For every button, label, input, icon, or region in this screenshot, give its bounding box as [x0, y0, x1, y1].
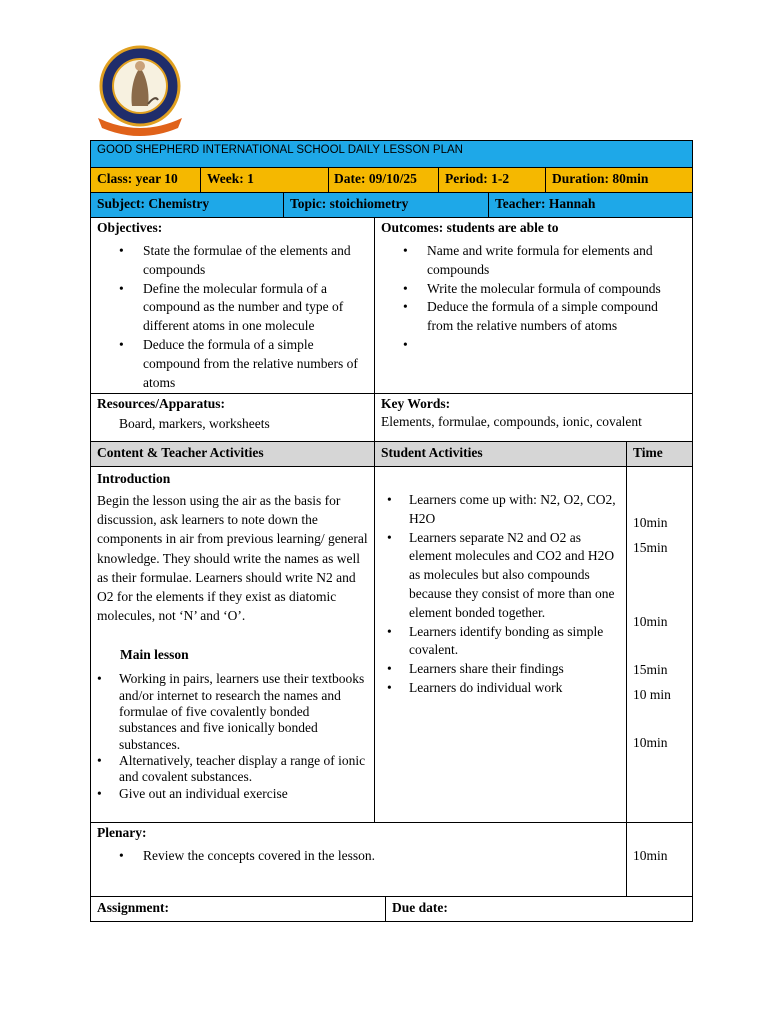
- resources-cell: [91, 394, 374, 441]
- keywords-text: Elements, formulae, compounds, ionic, covalent: [381, 414, 642, 429]
- list-item: • Deduce the formula of a simple compound from the relative numbers of atoms: [97, 336, 368, 392]
- objectives-row: [90, 218, 693, 394]
- time-value: 10min: [633, 848, 668, 863]
- week-label: Week: 1: [200, 168, 328, 192]
- content-header: Content & Teacher Activities: [97, 445, 264, 460]
- main-lesson-heading: Main lesson: [120, 647, 189, 663]
- outcomes-heading: Outcomes: students are able to: [381, 220, 559, 235]
- subject-row: [90, 193, 693, 218]
- teacher-activities-cell: [91, 467, 374, 822]
- keywords-heading: Key Words:: [381, 396, 451, 411]
- list-item: • Define the molecular formula of a compound as the number and type of different atoms in one molecule: [97, 280, 368, 336]
- title-row: [90, 140, 693, 168]
- list-item: • Write the molecular formula of compounds: [381, 280, 686, 299]
- teacher-label: Teacher: Hannah: [488, 193, 692, 217]
- list-item: • Learners do individual work: [381, 679, 620, 698]
- duration-label: Duration: 80min: [545, 168, 692, 192]
- time-value: 10min: [633, 515, 668, 530]
- list-item: • Learners identify bonding as simple covalent.: [381, 623, 620, 661]
- list-item: • Learners come up with: N2, O2, CO2, H2O: [381, 491, 620, 529]
- activities-row: [90, 467, 693, 823]
- keywords-cell: [374, 394, 692, 441]
- list-item: [381, 336, 686, 355]
- list-item: • State the formulae of the elements and compounds: [97, 242, 368, 280]
- resources-text: Board, markers, worksheets: [119, 416, 270, 431]
- outcomes-list: [381, 242, 686, 355]
- subject-label: Subject: Chemistry: [97, 196, 210, 211]
- date-cell: [328, 168, 438, 192]
- due-date-label: Due date:: [385, 897, 692, 921]
- plenary-heading: Plenary:: [97, 825, 147, 840]
- list-item: • Name and write formula for elements and compounds: [381, 242, 686, 280]
- student-activities-list: [381, 491, 620, 698]
- student-activities-cell: [374, 467, 626, 822]
- class-row: [90, 168, 693, 193]
- assignment-row: [90, 897, 693, 922]
- time-value: 15min: [633, 540, 668, 555]
- time-cell: [626, 467, 692, 822]
- plenary-time-cell: [626, 823, 692, 896]
- objectives-heading: Objectives:: [97, 220, 163, 235]
- school-logo: [92, 44, 188, 138]
- plenary-row: [90, 823, 693, 897]
- plenary-list: [97, 847, 620, 866]
- list-item: • Review the concepts covered in the lesson.: [97, 847, 620, 866]
- plenary-cell: [91, 823, 626, 896]
- introduction-heading: Introduction: [97, 471, 171, 486]
- student-header: Student Activities: [374, 442, 626, 466]
- resources-heading: Resources/Apparatus:: [97, 396, 225, 411]
- lesson-plan-table: [90, 140, 693, 922]
- date-label: Date: 09/10/25: [334, 171, 417, 186]
- list-item: • Learners separate N2 and O2 as element molecules and CO2 and H2O as molecules but also compounds because they consist of more than one element bonded together.: [381, 529, 620, 623]
- list-item: • Learners share their findings: [381, 660, 620, 679]
- resources-row: [90, 394, 693, 442]
- period-label: Period: 1-2: [438, 168, 545, 192]
- assignment-label: Assignment:: [97, 900, 170, 915]
- objectives-cell: [91, 218, 374, 393]
- introduction-text: Begin the lesson using the air as the basis for discussion, ask learners to note down the components in air from previous learning/ general knowledge. They should write the names as well as their formulae. Learners should write N2 and O2 for the elements if they exist as diatomic molecules, not ‘N’ and ‘O’.: [97, 493, 368, 624]
- main-lesson-list: [97, 671, 368, 801]
- list-item: • Deduce the formula of a simple compound from the relative numbers of atoms: [381, 298, 686, 336]
- list-item: • Give out an individual exercise: [97, 786, 368, 802]
- outcomes-cell: [374, 218, 692, 393]
- time-value: 10min: [633, 735, 668, 750]
- time-header: Time: [626, 442, 692, 466]
- objectives-list: [97, 242, 368, 392]
- document-title: GOOD SHEPHERD INTERNATIONAL SCHOOL DAILY LESSON PLAN: [97, 144, 463, 156]
- time-value: 10min: [633, 614, 668, 629]
- time-value: 15min: [633, 662, 668, 677]
- class-label: Class: year 10: [97, 171, 178, 186]
- topic-label: Topic: stoichiometry: [283, 193, 488, 217]
- activity-header-row: [90, 442, 693, 467]
- time-value: 10 min: [633, 687, 671, 702]
- list-item: • Working in pairs, learners use their textbooks and/or internet to research the names and formulae of five covalently bonded substances and five ionically bonded substances.: [97, 671, 368, 752]
- list-item: • Alternatively, teacher display a range of ionic and covalent substances.: [97, 753, 368, 786]
